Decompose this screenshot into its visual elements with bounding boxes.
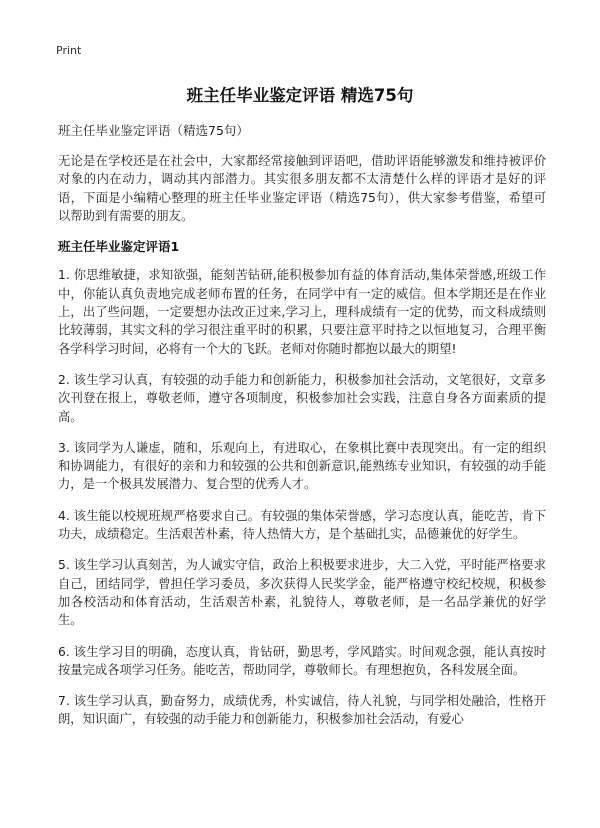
list-item: 7. 该生学习认真，勤奋努力，成绩优秀，朴实诚信，待人礼貌，与同学相处融洽，性格开朗，知识面广，有较强的动手能力和创新能力，积极参加社会活动，有爱心 [58, 694, 546, 727]
intro-paragraph: 无论是在学校还是在社会中，大家都经常接触到评语吧，借助评语能够激发和维持被评价对象的内在动力，调动其内部潜力。其实很多朋友都不太清楚什么样的评语才是好的评语，下面是小编精心整理的班主任毕业鉴定评语（精选75句），供大家参考借鉴，希望可以帮助到有需要的朋友。 [58, 154, 546, 223]
list-item: 4. 该生能以校规班规严格要求自己。有较强的集体荣誉感，学习态度认真，能吃苦，肯下功夫，成绩稳定。生活艰苦朴素，待人热情大方，是个基础扎实，品德兼优的好学生。 [58, 508, 546, 542]
list-item: 6. 该生学习目的明确，态度认真，肯钻研，勤思考，学风踏实。时间观念强，能认真按时按量完成各项学习任务。能吃苦，帮助同学，尊敬师长。有理想抱负，各科发展全面。 [58, 644, 546, 677]
document-subtitle: 班主任毕业鉴定评语（精选75句） [58, 123, 249, 138]
document-body [58, 152, 546, 742]
page-title: 班主任毕业鉴定评语 精选75句 [186, 86, 414, 105]
list-item: 5. 该生学习认真刻苦，为人诚实守信，政治上积极要求进步，大二入党，平时能严格要求自己，团结同学，曾担任学习委员，多次获得人民奖学金，能严格遵守校纪校规，积极参加各校活动和体育活动，生活艰苦朴素，礼貌待人，尊敬老师，是一名品学兼优的好学生。 [58, 558, 546, 628]
list-item: 3. 该同学为人谦虚，随和，乐观向上，有进取心，在象棋比赛中表现突出。有一定的组织和协调能力，有很好的亲和力和较强的公共和创新意识,能熟练专业知识，有较强的动手能力，是一个极具发展潜力、复合型的优秀人才。 [58, 440, 546, 492]
section-heading: 班主任毕业鉴定评语1 [58, 239, 180, 255]
list-item: 2. 该生学习认真，有较强的动手能力和创新能力，积极参加社会活动，文笔很好，文章多次刊登在报上，尊敬老师，遵守各项制度，积极参加社会实践，注意自身各方面素质的提高。 [58, 372, 546, 424]
print-link[interactable]: Print [56, 44, 82, 57]
list-item: 1. 你思维敏捷，求知欲强，能刻苦钻研,能积极参加有益的体育活动,集体荣誉感,班级工作中，你能认真负责地完成老师布置的任务，在同学中有一定的威信。但本学期还是在作业上，出了些问题，一定要想办法改正过来,学习上，理科成绩有一定的优势，而文科成绩则比较薄弱，其实文科的学习很注重平时的积累，只要注意平时持之以恒地复习，合理平衡各学科学习时间，必将有一个大的飞跃。老师对你随时都抱以最大的期望! [58, 268, 546, 356]
